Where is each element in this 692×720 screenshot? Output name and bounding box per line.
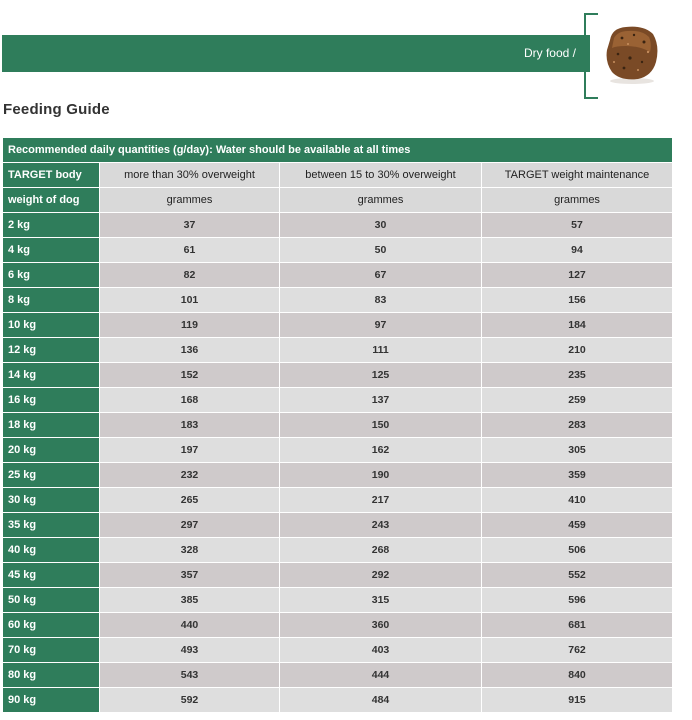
table-row xyxy=(3,238,672,262)
breadcrumb[interactable]: Dry food / xyxy=(523,46,576,60)
over-15-30-cell: 111 xyxy=(280,338,481,362)
maintenance-cell: 235 xyxy=(482,363,672,387)
weight-cell: 50 kg xyxy=(3,588,99,612)
weight-cell: 25 kg xyxy=(3,463,99,487)
over-15-30-cell: 403 xyxy=(280,638,481,662)
column-header-over-30: more than 30% overweight xyxy=(100,163,279,187)
maintenance-cell: 762 xyxy=(482,638,672,662)
weight-cell: 60 kg xyxy=(3,613,99,637)
weight-cell: 45 kg xyxy=(3,563,99,587)
maintenance-cell: 552 xyxy=(482,563,672,587)
over-15-30-cell: 30 xyxy=(280,213,481,237)
weight-cell: 6 kg xyxy=(3,263,99,287)
weight-cell: 8 kg xyxy=(3,288,99,312)
over-30-cell: 119 xyxy=(100,313,279,337)
table-row xyxy=(3,488,672,512)
over-15-30-cell: 360 xyxy=(280,613,481,637)
maintenance-cell: 156 xyxy=(482,288,672,312)
weight-cell: 14 kg xyxy=(3,363,99,387)
maintenance-cell: 283 xyxy=(482,413,672,437)
over-15-30-cell: 315 xyxy=(280,588,481,612)
over-30-cell: 168 xyxy=(100,388,279,412)
over-15-30-cell: 190 xyxy=(280,463,481,487)
weight-cell: 80 kg xyxy=(3,663,99,687)
weight-cell: 30 kg xyxy=(3,488,99,512)
feeding-guide-table xyxy=(2,137,673,713)
over-15-30-cell: 125 xyxy=(280,363,481,387)
over-15-30-cell: 162 xyxy=(280,438,481,462)
over-15-30-cell: 97 xyxy=(280,313,481,337)
over-15-30-cell: 217 xyxy=(280,488,481,512)
over-30-cell: 152 xyxy=(100,363,279,387)
table-row xyxy=(3,363,672,387)
maintenance-cell: 184 xyxy=(482,313,672,337)
maintenance-cell: 681 xyxy=(482,613,672,637)
over-30-cell: 61 xyxy=(100,238,279,262)
over-15-30-cell: 243 xyxy=(280,513,481,537)
weight-cell: 12 kg xyxy=(3,338,99,362)
maintenance-cell: 459 xyxy=(482,513,672,537)
over-30-cell: 543 xyxy=(100,663,279,687)
table-row xyxy=(3,438,672,462)
header-row xyxy=(3,163,672,187)
maintenance-cell: 840 xyxy=(482,663,672,687)
weight-cell: 70 kg xyxy=(3,638,99,662)
maintenance-cell: 127 xyxy=(482,263,672,287)
over-30-cell: 197 xyxy=(100,438,279,462)
table-row xyxy=(3,288,672,312)
column-header-15-30: between 15 to 30% overweight xyxy=(280,163,481,187)
over-30-cell: 328 xyxy=(100,538,279,562)
table-row xyxy=(3,588,672,612)
image-bracket xyxy=(584,13,598,99)
table-caption: Recommended daily quantities (g/day): Water should be available at all times xyxy=(3,138,672,162)
weight-cell: 90 kg xyxy=(3,688,99,712)
maintenance-cell: 210 xyxy=(482,338,672,362)
weight-cell: 2 kg xyxy=(3,213,99,237)
table-row xyxy=(3,263,672,287)
over-30-cell: 592 xyxy=(100,688,279,712)
maintenance-cell: 94 xyxy=(482,238,672,262)
over-15-30-cell: 50 xyxy=(280,238,481,262)
weight-cell: 10 kg xyxy=(3,313,99,337)
table-row xyxy=(3,663,672,687)
maintenance-cell: 915 xyxy=(482,688,672,712)
over-30-cell: 297 xyxy=(100,513,279,537)
table-row xyxy=(3,538,672,562)
units-header-weight: weight of dog xyxy=(3,188,99,212)
over-30-cell: 82 xyxy=(100,263,279,287)
table-row xyxy=(3,338,672,362)
over-15-30-cell: 67 xyxy=(280,263,481,287)
maintenance-cell: 410 xyxy=(482,488,672,512)
weight-cell: 16 kg xyxy=(3,388,99,412)
units-row xyxy=(3,188,672,212)
over-30-cell: 101 xyxy=(100,288,279,312)
units-header-over-30: grammes xyxy=(100,188,279,212)
page-title: Feeding Guide xyxy=(3,101,110,118)
maintenance-cell: 57 xyxy=(482,213,672,237)
over-15-30-cell: 444 xyxy=(280,663,481,687)
table-row xyxy=(3,563,672,587)
over-30-cell: 232 xyxy=(100,463,279,487)
units-header-15-30: grammes xyxy=(280,188,481,212)
table-row xyxy=(3,313,672,337)
over-15-30-cell: 268 xyxy=(280,538,481,562)
units-header-maintenance: grammes xyxy=(482,188,672,212)
weight-cell: 4 kg xyxy=(3,238,99,262)
over-30-cell: 357 xyxy=(100,563,279,587)
over-30-cell: 385 xyxy=(100,588,279,612)
maintenance-cell: 359 xyxy=(482,463,672,487)
maintenance-cell: 596 xyxy=(482,588,672,612)
over-30-cell: 265 xyxy=(100,488,279,512)
table-row xyxy=(3,413,672,437)
over-30-cell: 440 xyxy=(100,613,279,637)
weight-cell: 40 kg xyxy=(3,538,99,562)
over-30-cell: 136 xyxy=(100,338,279,362)
over-15-30-cell: 150 xyxy=(280,413,481,437)
table-row xyxy=(3,388,672,412)
table-row xyxy=(3,688,672,712)
column-header-weight: TARGET body xyxy=(3,163,99,187)
kibble-image xyxy=(600,22,660,86)
over-30-cell: 183 xyxy=(100,413,279,437)
table-row xyxy=(3,613,672,637)
table-row xyxy=(3,213,672,237)
header-banner xyxy=(2,35,590,72)
over-15-30-cell: 83 xyxy=(280,288,481,312)
weight-cell: 20 kg xyxy=(3,438,99,462)
over-15-30-cell: 484 xyxy=(280,688,481,712)
column-header-maintenance: TARGET weight maintenance xyxy=(482,163,672,187)
table-row xyxy=(3,638,672,662)
weight-cell: 35 kg xyxy=(3,513,99,537)
table-row xyxy=(3,463,672,487)
maintenance-cell: 506 xyxy=(482,538,672,562)
weight-cell: 18 kg xyxy=(3,413,99,437)
maintenance-cell: 305 xyxy=(482,438,672,462)
over-15-30-cell: 292 xyxy=(280,563,481,587)
caption-row xyxy=(3,138,672,162)
table-row xyxy=(3,513,672,537)
over-15-30-cell: 137 xyxy=(280,388,481,412)
over-30-cell: 493 xyxy=(100,638,279,662)
maintenance-cell: 259 xyxy=(482,388,672,412)
over-30-cell: 37 xyxy=(100,213,279,237)
